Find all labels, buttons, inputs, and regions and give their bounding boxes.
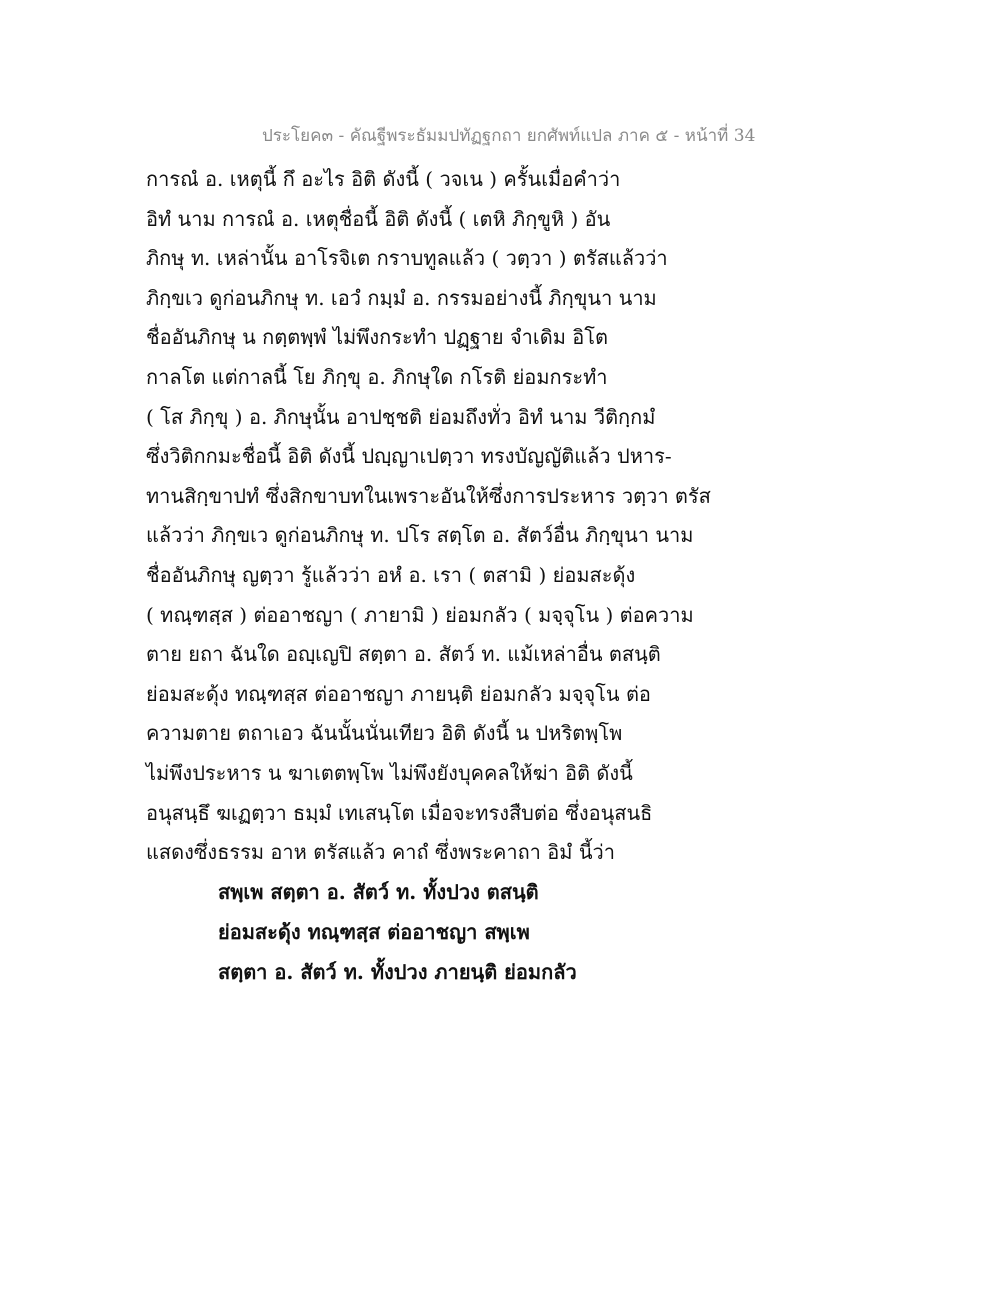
text-line: กาลโต แต่กาลนี้ โย ภิกฺขุ อ. ภิกษุใด กโรติ ย่อมกระทำ xyxy=(146,364,608,389)
text-line: ไม่พึงประหาร น ฆาเตตพฺโพ ไม่พึงยังบุคคลให้ฆ่า อิติ ดังนี้ xyxy=(146,760,633,785)
text-line: ซึ่งวิติกกมะชื่อนี้ อิติ ดังนี้ ปญฺญาเปตฺวา ทรงบัญญัติแล้ว ปหาร- xyxy=(146,444,672,469)
text-line: ย่อมสะดุ้ง ทณฺฑสฺส ต่ออาชญา ภายนฺติ ย่อมกลัว มจฺจุโน ต่อ xyxy=(146,681,651,706)
text-line: แล้วว่า ภิกฺขเว ดูก่อนภิกษุ ท. ปโร สตฺโต อ. สัตว์อื่น ภิกฺขุนา นาม xyxy=(146,523,694,548)
text-line: ( โส ภิกฺขุ ) อ. ภิกษุนั้น อาปชฺชติ ย่อมถึงทั่ว อิทํ นาม วีติกฺกมํ xyxy=(146,404,656,429)
body-text xyxy=(146,160,736,873)
text-line: ภิกษุ ท. เหล่านั้น อาโรจิเต กราบทูลแล้ว ( วตฺวา ) ตรัสแล้วว่า xyxy=(146,246,668,271)
text-line: ตาย ยถา ฉันใด อญฺเญปิ สตฺตา อ. สัตว์ ท. แม้เหล่าอื่น ตสนฺติ xyxy=(146,642,661,667)
verse-line: ย่อมสะดุ้ง ทณฺฑสฺส ต่ออาชญา สพฺเพ xyxy=(218,920,530,944)
text-line: การณํ อ. เหตุนี้ กึ อะไร อิติ ดังนี้ ( วจเน ) ครั้นเมื่อคำว่า xyxy=(146,167,621,191)
text-line: อนุสนฺธึ ฆเฏตฺวา ธมฺมํ เทเสนฺโต เมื่อจะทรงสืบต่อ ซึ่งอนุสนธิ xyxy=(146,800,653,825)
verse-line: สตฺตา อ. สัตว์ ท. ทั้งปวง ภายนฺติ ย่อมกลัว xyxy=(218,960,577,984)
text-line: ภิกฺขเว ดูก่อนภิกษุ ท. เอวํ กมฺมํ อ. กรรมอย่างนี้ ภิกฺขุนา นาม xyxy=(146,285,657,310)
running-header: ประโยค๓ - คัณฐีพระธัมมปทัฏฐกถา ยกศัพท์แปล ภาค ๕ - หน้าที่ 34 xyxy=(262,126,756,146)
verse-block xyxy=(218,872,718,992)
text-line: ( ทณฺฑสฺส ) ต่ออาชญา ( ภายามิ ) ย่อมกลัว ( มจฺจุโน ) ต่อความ xyxy=(146,602,694,627)
text-line: แสดงซึ่งธรรม อาห ตรัสแล้ว คาถํ ซึ่งพระคาถา อิมํ นี้ว่า xyxy=(146,840,615,865)
text-line: อิทํ นาม การณํ อ. เหตุชื่อนี้ อิติ ดังนี้ ( เตหิ ภิกฺขูหิ ) อัน xyxy=(146,206,611,231)
verse-line: สพฺเพ สตฺตา อ. สัตว์ ท. ทั้งปวง ตสนฺติ xyxy=(218,880,539,904)
text-line: ชื่ออันภิกษุ ญตฺวา รู้แล้วว่า อหํ อ. เรา ( ตสามิ ) ย่อมสะดุ้ง xyxy=(146,562,636,587)
text-line: ทานสิกฺขาปทํ ซึ่งสิกขาบทในเพราะอันให้ซึ่งการประหาร วตฺวา ตรัส xyxy=(146,483,711,508)
text-line: ชื่ออันภิกษุ น กตฺตพฺพํ ไม่พึงกระทำ ปฏฺฐาย จำเดิม อิโต xyxy=(146,325,609,350)
text-line: ความตาย ตถาเอว ฉันนั้นนั่นเทียว อิติ ดังนี้ น ปหริตพฺโพ xyxy=(146,721,623,746)
